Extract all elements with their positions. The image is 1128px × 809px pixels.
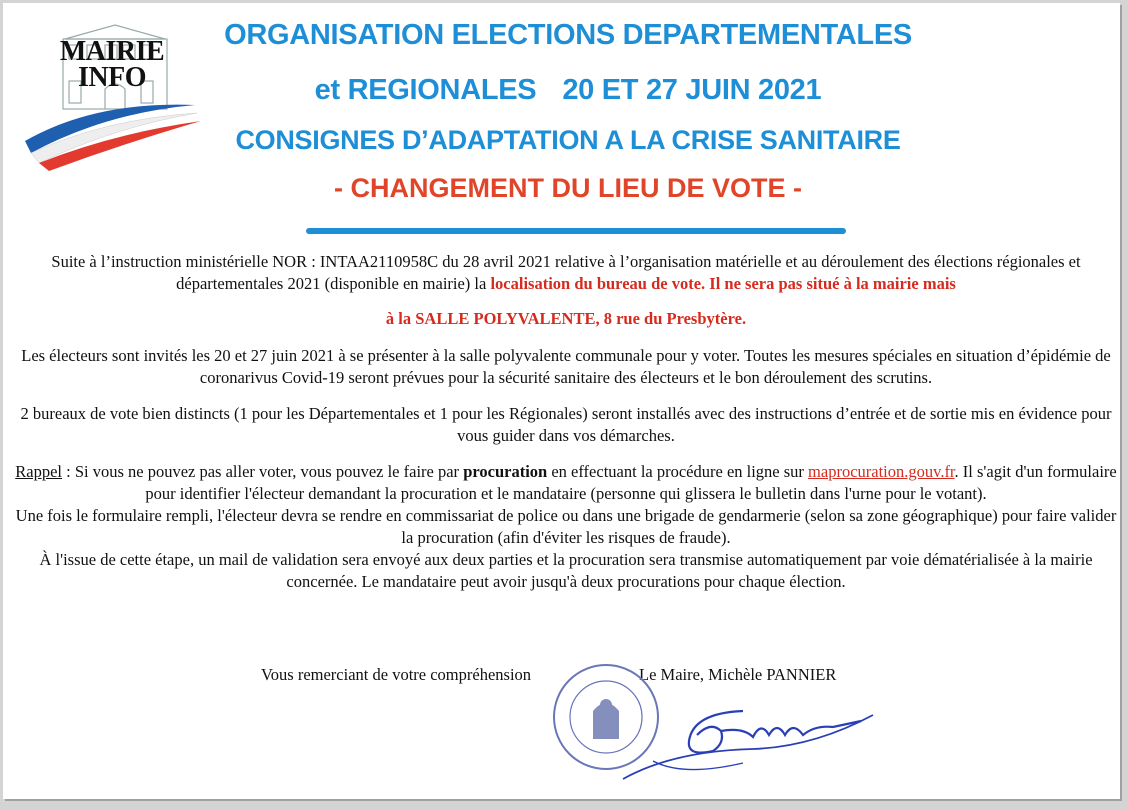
paragraph-instruction — [13, 251, 1119, 295]
paragraph-rappel — [13, 461, 1119, 593]
paragraph-bureaux: 2 bureaux de vote bien distincts (1 pour les Départementales et 1 pour les Régionales) seront installés avec des instructions d’entrée et de sortie mis en évidence pour vous guider dans vos démarches. — [20, 404, 1112, 445]
paragraph-formulaire: Une fois le formulaire rempli, l'électeur devra se rendre en commissariat de police ou dans une brigade de gendarmerie (selon sa zone géographique) pour faire valider la procuration (afin d'éviter les risques de fraude). — [15, 506, 1117, 547]
procuration-link[interactable]: maprocuration.gouv.fr — [808, 462, 955, 481]
heading-divider — [306, 228, 846, 234]
document-page — [3, 3, 1120, 799]
mayor-name: Le Maire, Michèle PANNIER — [639, 665, 837, 684]
heading-line-3: CONSIGNES D’ADAPTATION A LA CRISE SANITAIRE — [235, 125, 901, 155]
heading-line-2a: et REGIONALES — [314, 74, 537, 106]
rappel-text-b: en effectuant la procédure en ligne sur — [547, 462, 809, 481]
rappel-text-a: : Si vous ne pouvez pas aller voter, vous pouvez le faire par — [62, 462, 464, 481]
rappel-bold: procuration — [463, 462, 548, 481]
logo-line-2: INFO — [78, 62, 146, 93]
rappel-label: Rappel — [15, 462, 62, 481]
logo-line-1: MAIRIE — [59, 36, 165, 67]
paragraph-voters: Les électeurs sont invités les 20 et 27 juin 2021 à se présenter à la salle polyvalente communale pour y voter. Toutes les mesures spéciales en situation d’épidémie de coronarivus Covid-19 seront prévues pour la sécurité sanitaire des électeurs et le bon déroulement des scrutins. — [21, 346, 1111, 387]
new-location: à la SALLE POLYVALENTE, 8 rue du Presbytère. — [385, 309, 747, 328]
logo-text — [37, 36, 187, 93]
heading-line-1: ORGANISATION ELECTIONS DEPARTEMENTALES — [224, 19, 912, 51]
closing-thanks: Vous remerciant de votre compréhension — [261, 665, 532, 684]
heading-line-2b: 20 ET 27 JUIN 2021 — [562, 74, 822, 106]
mayor-signature — [593, 691, 883, 781]
paragraph-validation: À l'issue de cette étape, un mail de validation sera envoyé aux deux parties et la procuration sera transmise automatiquement par voie dématérialisée à la mairie concernée. Le mandataire peut avoir jusqu'à deux procurations pour chaque élection. — [39, 550, 1093, 591]
rappel-text-c: . Il s'agit d'un formulaire pour identifier l'électeur demandant la procuration et le mandataire (personne qui glissera le bulletin dans l'urne pour le votant). — [145, 462, 1117, 503]
instruction-highlight: localisation du bureau de vote. Il ne sera pas situé à la mairie mais — [490, 274, 956, 293]
instruction-text: Suite à l’instruction ministérielle NOR : INTAA2110958C du 28 avril 2021 relative à l’organisation matérielle et au déroulement des élections régionales et départementales 2021 (disponible en mairie) la — [51, 252, 1081, 293]
heading-line-2 — [183, 74, 953, 107]
heading-line-4: - CHANGEMENT DU LIEU DE VOTE - — [333, 173, 802, 203]
